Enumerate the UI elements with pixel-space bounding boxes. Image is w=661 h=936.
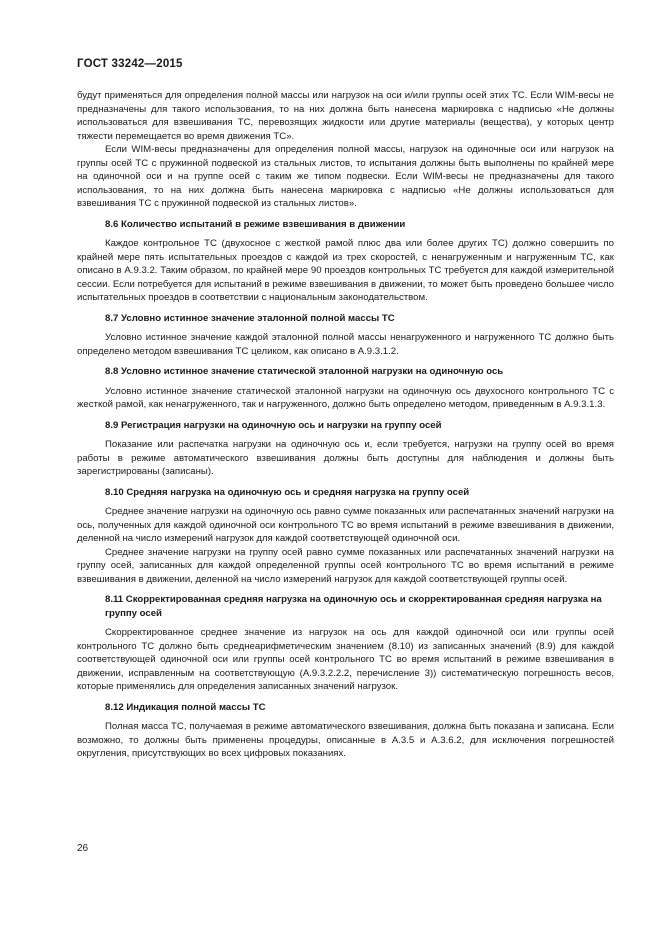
paragraph-continuation: будут применяться для определения полной массы или нагрузок на оси и/или группы осей этих ТС. Если WIM-весы не предназначены для такого использования, то на них должна быть нанесена маркировка с надписью «Не должны использоваться для взвешивания ТС, перевозящих жидкости или другие материалы (вещества), у которых центр тяжести перемещается во время движения ТС». — [77, 90, 614, 142]
paragraph: Условно истинное значение статической эталонной нагрузки на одиночную ось двухосного контрольного ТС с жесткой рамой, как ненагруженного, так и нагруженного, должно быть определено методом, приведенным в А.9.3.1.3. — [77, 385, 614, 410]
paragraph: Показание или распечатка нагрузки на одиночную ось и, если требуется, нагрузки на группу осей во время работы в режиме автоматического взвешивания должны быть доступны для наблюдения и должны быть зарегистрированы (записаны). — [77, 439, 614, 477]
section-heading-8-7: 8.7 Условно истинное значение эталонной полной массы ТС — [105, 312, 395, 324]
section-heading-8-9: 8.9 Регистрация нагрузки на одиночную ось и нагрузки на группу осей — [105, 419, 442, 431]
paragraph: Среднее значение нагрузки на одиночную ось равно сумме показанных или распечатанных значений нагрузки на ось, полученных для каждой одиночной оси контрольного ТС во время испытаний в режиме взвешивания в движении, деленной на число измерений нагрузок для каждой соответствующей одиночной оси. — [77, 506, 614, 544]
section-heading-8-12: 8.12 Индикация полной массы ТС — [105, 701, 266, 713]
section-heading-8-8: 8.8 Условно истинное значение статической эталонной нагрузки на одиночную ось — [105, 366, 504, 377]
section-heading-8-10: 8.10 Средняя нагрузка на одиночную ось и средняя нагрузка на группу осей — [105, 486, 470, 498]
page-number: 26 — [77, 843, 89, 854]
paragraph: Среднее значение нагрузки на группу осей равно сумме показанных или распечатанных значений нагрузки на группу осей, записанных для каждой определенной группы осей контрольного ТС во время испытаний в режиме взвешивания в движении, деленной на число измерений нагрузок для каждой соответствующей группы осей. — [77, 546, 614, 585]
paragraph: Каждое контрольное ТС (двухосное с жесткой рамой плюс два или более других ТС) должно совершить по крайней мере пять испытательных проездов с каждой из трех скоростей, с ненагруженным и нагруженным ТС, как описано в А.9.3.2. Таким образом, по крайней мере 90 проездов контрольных ТС требуется для каждой измерительной сессии. Если потребуется для испытаний в режиме взвешивания в движении, то может быть проведено большее число испытательных проездов в соответствии с национальным законодательством. — [77, 238, 614, 303]
paragraph: Если WIM-весы предназначены для определения полной массы, нагрузок на одиночные оси или нагрузок на группы осей ТС с пружинной подвеской из стальных листов, то испытания должны быть выполнены по крайней мере на одиночной оси и на группе осей с таким же типом подвески. Если WIM-весы не предназначены для такого использования, то на них должна быть нанесена маркировка с надписью «Не должны использоваться для взвешивания ТС с пружинной подвеской из стальных листов». — [77, 144, 614, 209]
section-heading-8-11: 8.11 Скорректированная средняя нагрузка на одиночную ось и скорректированная средняя нагрузка на группу осей — [105, 594, 602, 619]
paragraph: Скорректированное среднее значение из нагрузок на ось для каждой одиночной оси или группы осей контрольного ТС должно быть среднеарифметическим значением (8.10) из записанных значений (8.9) для каждой соответствующей одиночной оси или группы осей контрольного ТС во время испытаний в режиме взвешивания в движении, исправленным на соответствующую (А.9.3.2.2.2, перечисление 3)) систематическую погрешность весов, которые применялись для определения записанных значений нагрузок. — [77, 627, 614, 692]
paragraph: Полная масса ТС, получаемая в режиме автоматического взвешивания, должна быть показана и записана. Если возможно, то должны быть применены процедуры, описанные в А.3.5 и А.3.6.2, для исключения погрешностей округления, присутствующих во всех цифровых показаниях. — [77, 721, 614, 759]
document-header: ГОСТ 33242—2015 — [77, 58, 183, 70]
paragraph: Условно истинное значение каждой эталонной полной массы ненагруженного и нагруженного ТС должно быть определено методом взвешивания ТС целиком, как описано в А.9.3.1.2. — [77, 332, 614, 357]
document-body — [77, 89, 614, 761]
section-heading-8-6: 8.6 Количество испытаний в режиме взвешивания в движении — [105, 218, 406, 230]
